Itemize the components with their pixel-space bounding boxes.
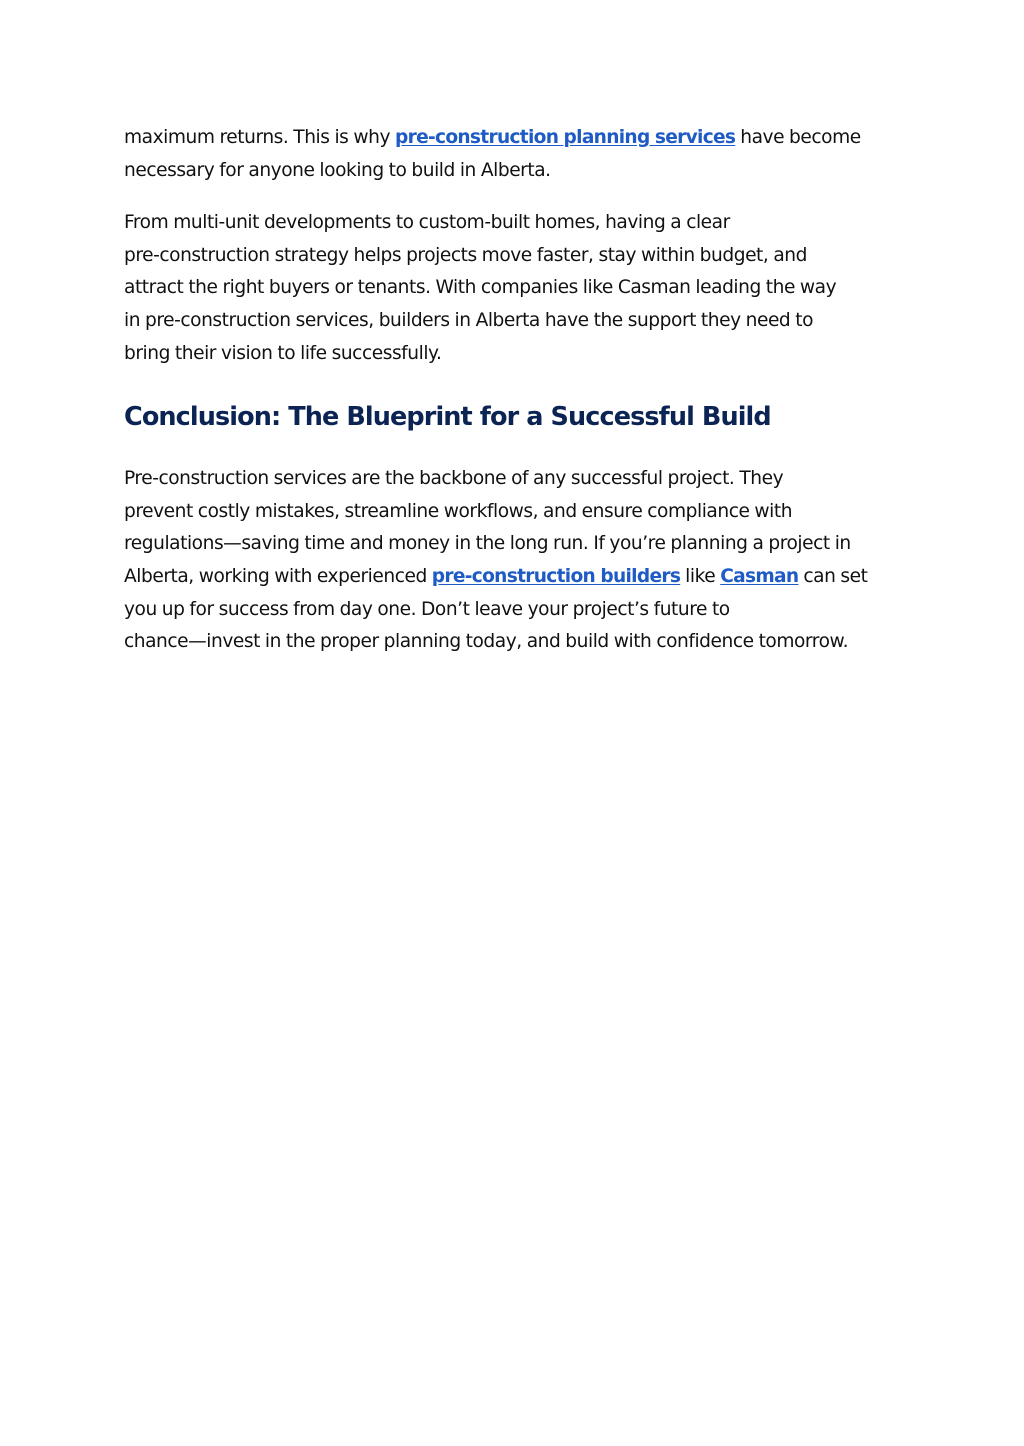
conclusion-text-between-links: like: [680, 565, 721, 587]
conclusion-line-5: you up for success from day one. Don’t leave your project’s future to: [124, 598, 730, 620]
intro-line-1: [124, 122, 914, 155]
conclusion-line-1: Pre-construction services are the backbone of any successful project. They: [124, 468, 784, 490]
body-line-1: From multi-unit developments to custom-built homes, having a clear: [124, 212, 730, 234]
intro-text-before-link: maximum returns. This is why: [124, 127, 395, 148]
conclusion-line-3: regulations—saving time and money in the long run. If you’re planning a project in: [124, 533, 851, 555]
conclusion-line-4: [124, 561, 914, 594]
conclusion-line-2: prevent costly mistakes, streamline workflows, and ensure compliance with: [124, 500, 793, 522]
intro-paragraph: [124, 122, 914, 187]
document-page: [124, 122, 914, 659]
conclusion-text-before-link: Alberta, working with experienced: [124, 565, 432, 587]
intro-text-after-link: have become: [735, 127, 861, 148]
body-line-3: attract the right buyers or tenants. With companies like Casman leading the way: [124, 277, 837, 299]
conclusion-line-6: chance—invest in the proper planning today, and build with confidence tomorrow.: [124, 631, 849, 653]
body-line-2: pre-construction strategy helps projects move faster, stay within budget, and: [124, 244, 807, 266]
conclusion-paragraph: [124, 463, 914, 659]
intro-line-2: necessary for anyone looking to build in Alberta.: [124, 159, 551, 181]
body-line-4: in pre-construction services, builders in Alberta have the support they need to: [124, 309, 814, 331]
pre-construction-planning-services-link[interactable]: pre-construction planning services: [394, 127, 736, 148]
casman-link[interactable]: Casman: [720, 565, 799, 587]
body-line-5: bring their vision to life successfully.: [124, 342, 442, 364]
pre-construction-builders-link[interactable]: pre-construction builders: [431, 565, 681, 587]
body-paragraph: [124, 207, 914, 370]
conclusion-text-after-link: can set: [798, 565, 868, 587]
conclusion-heading: Conclusion: The Blueprint for a Successful Build: [124, 402, 771, 433]
